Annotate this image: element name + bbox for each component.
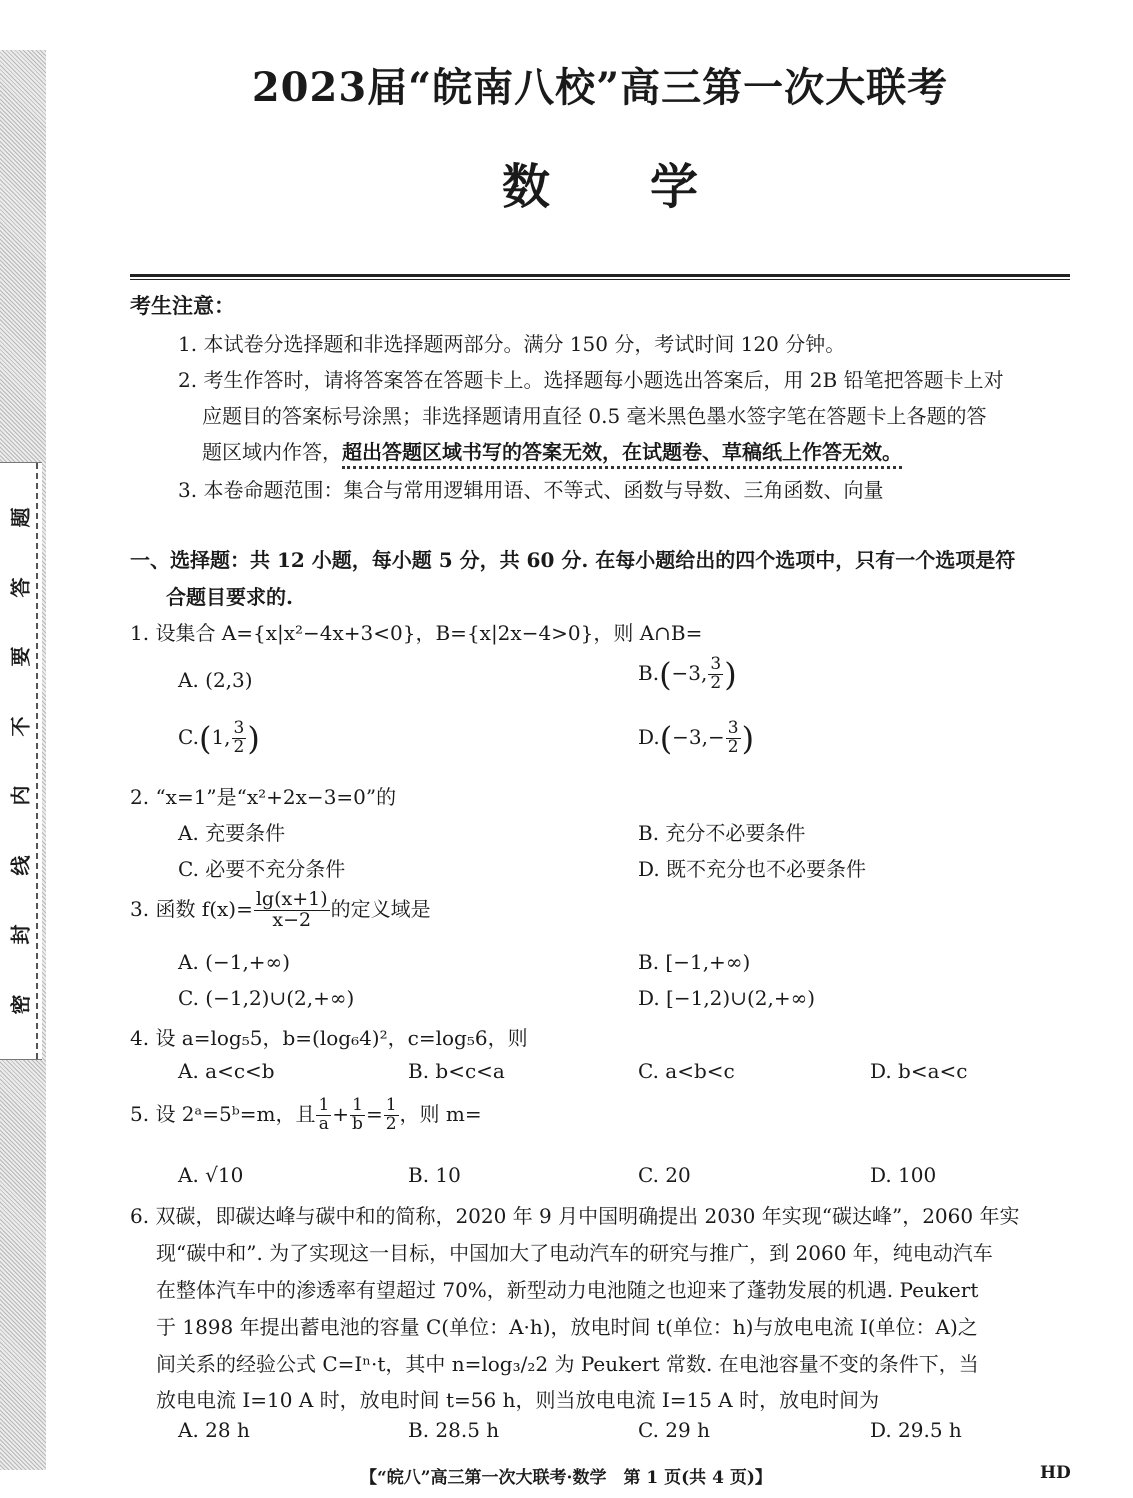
operator: + — [332, 1101, 350, 1126]
subject-title: 数学 — [501, 159, 798, 215]
numerator: 1 — [352, 1095, 363, 1115]
notice-emphasis: 超出答题区域书写的答案无效，在试题卷、草稿纸上作答无效。 — [342, 440, 902, 469]
header-rule-thin — [130, 279, 1070, 280]
question-6-line-5: 间关系的经验公式 C=Iⁿ·t，其中 n=log₃/₂2 为 Peukert 常数. 在电池容量不变的条件下，当 — [156, 1352, 979, 1376]
seal-char: 封 — [8, 924, 33, 945]
q2-option-d: D. 既不充分也不必要条件 — [638, 857, 867, 881]
numerator: 3 — [710, 654, 722, 674]
q6-option-d: D. 29.5 h — [870, 1418, 962, 1442]
denominator: 2 — [233, 736, 245, 757]
denominator: 2 — [385, 1113, 397, 1134]
q4-option-a: A. a<c<b — [178, 1059, 275, 1083]
seal-line-box — [0, 462, 42, 1060]
q3-option-b: B. [−1,+∞) — [638, 950, 751, 974]
option-text: −3,− — [672, 724, 725, 749]
seal-char: 密 — [8, 994, 33, 1015]
question-6-line-4: 于 1898 年提出蓄电池的容量 C(单位：A·h)，放电时间 t(单位：h)与放电电流 I(单位：A)之 — [156, 1315, 978, 1339]
question-2-stem: 2. “x=1”是“x²+2x−3=0”的 — [130, 785, 397, 809]
page-footer: 【“皖八”高三第一次大联考·数学 第 1 页(共 4 页)】 — [360, 1468, 772, 1488]
numerator: 1 — [385, 1095, 397, 1115]
q6-option-a: A. 28 h — [178, 1418, 250, 1442]
seal-char: 答 — [8, 577, 33, 598]
stem-text: ，则 m= — [399, 1101, 482, 1126]
notice-item-2: 2. 考生作答时，请将答案答在答题卡上。选择题每小题选出答案后，用 2B 铅笔把答题卡上对 — [178, 368, 1004, 392]
numerator: 3 — [233, 718, 245, 738]
seal-dashed-line — [36, 463, 38, 1059]
q5-option-d: D. 100 — [870, 1163, 937, 1187]
seal-char: 线 — [8, 855, 33, 876]
seal-char: 题 — [8, 507, 33, 528]
section-instruction-1: 一、选择题：共 12 小题，每小题 5 分，共 60 分. 在每小题给出的四个选项中，只有一个选项是符 — [130, 548, 1016, 572]
denominator: x−2 — [272, 908, 312, 931]
right-paren: ) — [724, 655, 737, 694]
fraction — [350, 1097, 365, 1134]
denominator: 2 — [727, 736, 739, 757]
q6-option-c: C. 29 h — [638, 1418, 710, 1442]
seal-char: 要 — [8, 646, 33, 667]
left-paren: ( — [659, 655, 672, 694]
question-6-line-6: 放电电流 I=10 A 时，放电时间 t=56 h，则当放电电流 I=15 A 时，放电时间为 — [156, 1388, 880, 1412]
q3-option-d: D. [−1,2)∪(2,+∞) — [638, 986, 816, 1010]
q5-option-a: A. √10 — [178, 1163, 244, 1187]
question-6-line-1: 6. 双碳，即碳达峰与碳中和的简称，2020 年 9 月中国明确提出 2030 年实现“碳达峰”，2060 年实 — [130, 1204, 1020, 1228]
fraction — [384, 1097, 399, 1134]
q1-option-a: A. (2,3) — [178, 668, 253, 692]
q2-option-a: A. 充要条件 — [178, 821, 286, 845]
seal-characters — [4, 463, 34, 1059]
fraction — [708, 656, 723, 693]
question-6-line-2: 现“碳中和”. 为了实现这一目标，中国加大了电动汽车的研究与推广，到 2060 年，纯电动汽车 — [156, 1241, 993, 1265]
q3-option-a: A. (−1,+∞) — [178, 950, 291, 974]
numerator: lg(x+1) — [255, 888, 328, 910]
option-text: 1, — [211, 724, 231, 749]
fraction — [316, 1097, 331, 1134]
question-1-stem: 1. 设集合 A={x|x²−4x+3<0}，B={x|2x−4>0}，则 A∩B= — [130, 621, 703, 645]
denominator: b — [352, 1113, 363, 1134]
option-letter: C. — [178, 724, 199, 749]
section-instruction-2: 合题目要求的. — [166, 585, 293, 609]
q5-option-b: B. 10 — [408, 1163, 461, 1187]
operator: = — [365, 1101, 383, 1126]
option-letter: D. — [638, 724, 660, 749]
notice-item-3: 3. 本卷命题范围：集合与常用逻辑用语、不等式、函数与导数、三角函数、向量 — [178, 478, 884, 502]
q2-option-c: C. 必要不充分条件 — [178, 857, 346, 881]
q1-option-d — [638, 720, 754, 757]
notice-item-1: 1. 本试卷分选择题和非选择题两部分。满分 150 分，考试时间 120 分钟。 — [178, 332, 846, 356]
right-paren: ) — [247, 719, 260, 758]
fraction — [726, 720, 741, 757]
numerator: 1 — [318, 1095, 330, 1115]
q3-option-c: C. (−1,2)∪(2,+∞) — [178, 986, 355, 1010]
question-3-stem — [130, 890, 431, 931]
seal-char: 内 — [8, 785, 33, 806]
seal-char: 不 — [8, 716, 33, 737]
option-text: −3, — [671, 660, 708, 685]
header-rule-thick — [130, 274, 1070, 277]
denominator: a — [318, 1113, 329, 1134]
notice-item-2-cont2 — [202, 436, 902, 465]
q6-option-b: B. 28.5 h — [408, 1418, 500, 1442]
q4-option-d: D. b<a<c — [870, 1059, 968, 1083]
notice-text: 题区域内作答， — [202, 440, 342, 464]
exam-title: 2023届“皖南八校”高三第一次大联考 — [251, 64, 949, 111]
stem-text: 5. 设 2ᵃ=5ᵇ=m，且 — [130, 1101, 316, 1126]
notice-heading: 考生注意： — [130, 293, 235, 318]
q1-option-c — [178, 720, 260, 757]
question-6-line-3: 在整体汽车中的渗透率有望超过 70%，新型动力电池随之也迎来了蓬勃发展的机遇. Peukert — [156, 1278, 979, 1302]
fraction — [232, 720, 247, 757]
q1-option-b — [638, 656, 737, 693]
left-paren: ( — [659, 719, 673, 758]
left-paren: ( — [198, 719, 212, 758]
footer-code: HD — [1040, 1463, 1071, 1483]
denominator: 2 — [710, 672, 722, 693]
numerator: 3 — [727, 718, 739, 738]
stem-text: 的定义域是 — [330, 896, 431, 921]
q4-option-c: C. a<b<c — [638, 1059, 735, 1083]
stem-text: 3. 函数 f(x)= — [130, 896, 253, 921]
q4-option-b: B. b<c<a — [408, 1059, 505, 1083]
q5-option-c: C. 20 — [638, 1163, 691, 1187]
option-letter: B. — [638, 660, 660, 685]
question-5-stem — [130, 1097, 482, 1134]
right-paren: ) — [741, 719, 755, 758]
notice-item-2-cont: 应题目的答案标号涂黑；非选择题请用直径 0.5 毫米黑色墨水签字笔在答题卡上各题的答 — [202, 404, 987, 428]
q2-option-b: B. 充分不必要条件 — [638, 821, 806, 845]
fraction — [254, 890, 330, 931]
question-4-stem: 4. 设 a=log₅5，b=(log₆4)²，c=log₅6，则 — [130, 1026, 528, 1050]
